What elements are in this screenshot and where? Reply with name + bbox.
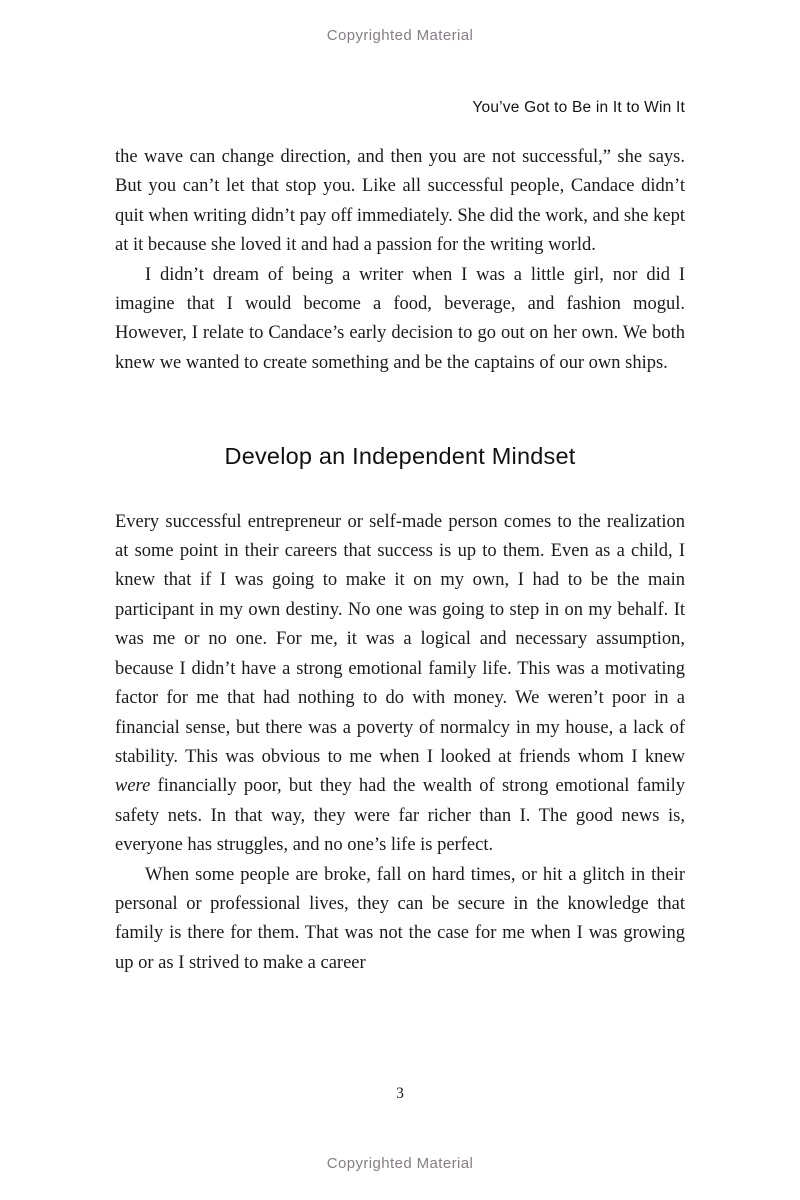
paragraph: When some people are broke, fall on hard times, or hit a glitch in their personal or professional lives, they can be secure in the knowledge that family is there for them. That was not the case for me when I was growing up or as I strived to make a career	[115, 864, 685, 973]
page-number: 3	[396, 1085, 404, 1102]
section-heading: Develop an Independent Mindset	[224, 443, 576, 470]
running-header: You’ve Got to Be in It to Win It	[472, 99, 685, 116]
paragraph: Every successful entrepreneur or self-made person comes to the realization at some point in their careers that success is up to them. Even as a child, I knew that if I was going to make it on my own, I had to be the main participant in my own destiny. No one was going to step in on my behalf. It was me or no one. For me, it was a logical and necessary assumption, because I didn’t have a strong emotional family life. This was a motivating factor for me that had nothing to do with money. We weren’t poor in a financial sense, but there was a poverty of normalcy in my house, a lack of stability. This was obvious to me when I looked at friends whom I knew were financially poor, but they had the wealth of strong emotional family safety nets. In that way, they were far richer than I. The good news is, everyone has struggles, and no one’s life is perfect.	[115, 511, 685, 856]
copyright-notice-top: Copyrighted Material	[326, 27, 474, 44]
paragraph: the wave can change direction, and then you are not successful,” she says. But you can’t let that stop you. Like all successful people, Candace didn’t quit when writing didn’t pay off immediately. She did the work, and she kept at it because she loved it and had a passion for the writing world.	[115, 147, 685, 256]
copyright-notice-bottom: Copyrighted Material	[326, 1155, 474, 1172]
page-body	[115, 143, 685, 978]
paragraph: I didn’t dream of being a writer when I was a little girl, nor did I imagine that I would become a food, beverage, and fashion mogul. However, I relate to Candace’s early decision to go out on her own. We both knew we wanted to create something and be the captains of our own ships.	[115, 264, 685, 373]
